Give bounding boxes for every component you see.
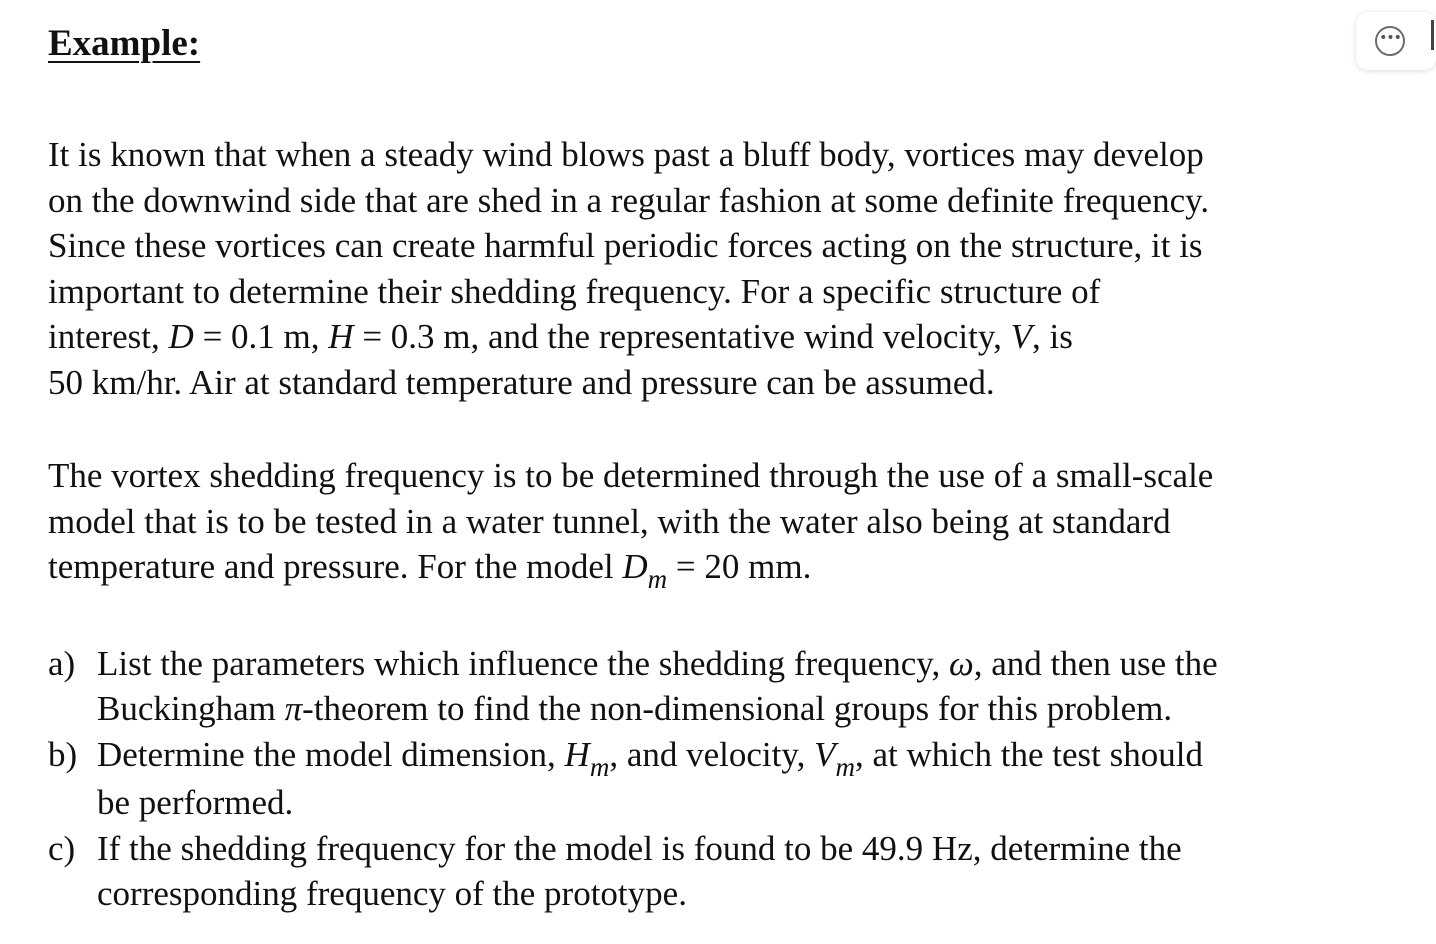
text-line [48,314,1388,360]
text-line: If the shedding frequency for the model is found to be 49.9 Hz, determine the [97,828,1182,868]
text-line [97,732,1388,781]
text-line: on the downwind side that are shed in a regular fashion at some definite frequency. [48,180,1210,220]
math-subscript-m: m [647,564,668,594]
text-run: = 20 mm. [667,547,812,586]
text-run: , at which the test should [854,734,1203,774]
text-run: interest, [48,317,169,356]
math-variable-pi: π [284,689,303,728]
text-line: It is known that when a steady wind blows past a bluff body, vortices may develop [48,135,1204,174]
text-run: , is [1031,317,1073,356]
text-run: = 0.3 m, and the representative wind velocity, [353,317,1011,356]
text-run: , and velocity, [609,734,815,774]
question-list [48,641,1388,917]
question-a [48,641,1388,732]
example-heading: Example: [48,23,201,64]
question-b [48,732,1388,826]
text-run: = 0.1 m, [193,317,329,356]
problem-paragraph-1 [48,132,1388,405]
more-options-button[interactable] [1356,12,1436,70]
math-subscript-m: m [589,751,610,782]
list-marker: c) [48,828,76,868]
text-run: List the parameters which influence the shedding frequency, [97,643,949,683]
text-line [97,686,1388,732]
text-line: The vortex shedding frequency is to be determined through the use of a small-scale [48,456,1214,495]
text-run: , and then use the [973,643,1218,683]
text-run: Buckingham [97,689,285,728]
more-options-glyph: ••• [1379,30,1401,46]
text-line: 50 km/hr. Air at standard temperature and pressure can be assumed. [48,362,995,402]
text-line [97,641,1388,687]
text-run: Determine the model dimension, [97,734,565,774]
problem-paragraph-2 [48,453,1388,593]
document-page [48,22,1388,917]
math-variable-D: D [168,317,194,356]
text-line: Since these vortices can create harmful periodic forces acting on the structure, it is [48,226,1203,265]
math-variable-H: H [564,734,590,774]
text-line: model that is to be tested in a water tunnel, with the water also being at standard [48,501,1171,541]
math-variable-D: D [622,547,648,586]
math-variable-V: V [814,734,836,774]
question-c [48,826,1388,917]
more-options-icon [1375,26,1405,56]
text-run: temperature and pressure. For the model [48,547,623,586]
text-line: corresponding frequency of the prototype. [97,874,687,913]
text-line: important to determine their shedding frequency. For a specific structure of [48,271,1101,311]
text-line: be performed. [97,783,294,822]
list-marker: a) [48,643,76,683]
math-subscript-m: m [835,751,855,782]
list-marker: b) [48,734,78,774]
text-run: -theorem to find the non-dimensional groups for this problem. [302,689,1173,728]
text-line [48,544,1388,593]
math-variable-V: V [1010,317,1032,356]
math-variable-omega: ω [949,643,974,683]
math-variable-H: H [328,317,354,356]
edge-handle [1431,20,1436,50]
